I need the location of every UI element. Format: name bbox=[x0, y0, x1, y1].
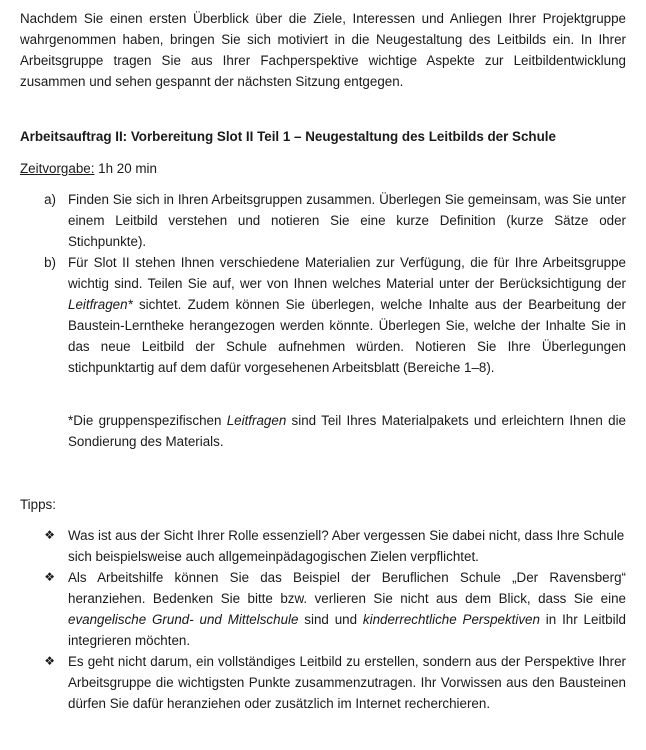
time-limit-label: Zeitvorgabe: bbox=[20, 161, 95, 176]
diamond-bullet-icon: ❖ bbox=[44, 528, 55, 542]
assignment-heading: Arbeitsauftrag II: Vorbereitung Slot II Teil 1 – Neugestaltung des Leitbilds der Schule bbox=[20, 129, 556, 144]
task-marker: b) bbox=[44, 255, 56, 270]
diamond-bullet-icon: ❖ bbox=[44, 654, 55, 668]
intro-paragraph: Nachdem Sie einen ersten Überblick über die Ziele, Interessen und Anliegen Ihrer Projektgruppe wahrgenommen haben, bringen Sie sich motiviert in die Neugestaltung des Leitbilds ein. In Ihrer Arbeitsgruppe tragen Sie aus Ihrer Fachperspektive wichtige Aspekte zur Leitbildentwicklung zusammen und sehen gespannt der nächsten Sitzung entgegen. bbox=[20, 11, 626, 89]
footnote-emphasis: Leitfragen bbox=[226, 413, 287, 428]
tip-text-part: sind und bbox=[298, 612, 363, 627]
task-item bbox=[20, 252, 626, 378]
footnote-part: sind Teil Ihres Materialpakets und erleichtern Ihnen die Sondierung des Materials. bbox=[68, 413, 627, 449]
task-list bbox=[20, 189, 626, 378]
tip-item bbox=[20, 567, 626, 651]
time-limit-value: 1h 20 min bbox=[94, 161, 157, 176]
task-text-part: Für Slot II stehen Ihnen verschiedene Materialien zur Verfügung, die für Ihre Arbeitsgruppe wichtig sind. Teilen Sie auf, wer von Ihnen welches Material unter der Berücksichtigung der bbox=[68, 255, 626, 291]
tip-item bbox=[20, 525, 626, 567]
task-text bbox=[68, 252, 626, 378]
tip-text-part: in Ihr Leitbild integrieren möchten. bbox=[68, 612, 626, 648]
task-text: Finden Sie sich in Ihren Arbeitsgruppen zusammen. Überlegen Sie gemeinsam, was Sie unter einem Leitbild verstehen und notieren Sie eine kurze Definition (kurze Sätze oder Stichpunkte). bbox=[68, 192, 626, 249]
tip-text-part: Als Arbeitshilfe können Sie das Beispiel der Beruflichen Schule „Der Ravensberg“ heranziehen. Bedenken Sie bitte bzw. verlieren Sie nicht aus dem Blick, dass Sie eine bbox=[68, 570, 626, 606]
tips-heading: Tipps: bbox=[20, 497, 56, 512]
task-text-part: sichtet. Zudem können Sie überlegen, welche Inhalte aus der Bearbeitung der Baustein-Lerntheke herangezogen werden könnte. Überlegen Sie, welche der Inhalte Sie in das neue Leitbild der Schule aufnehmen würden. Notieren Sie Ihre Überlegungen stichpunktartig auf dem dafür vorgesehenen Arbeitsblatt (Bereiche 1–8). bbox=[68, 297, 626, 375]
tip-text: Es geht nicht darum, ein vollständiges Leitbild zu erstellen, sondern aus der Perspektive Ihrer Arbeitsgruppe die wichtigsten Punkte zusammenzutragen. Ihr Vorwissen aus den Bausteinen dürfen Sie dafür heranziehen oder zusätzlich im Internet recherchieren. bbox=[68, 654, 626, 711]
tips-list bbox=[20, 525, 626, 714]
task-text-emphasis: Leitfragen* bbox=[68, 297, 133, 312]
task-marker: a) bbox=[44, 192, 56, 207]
tip-item bbox=[20, 651, 626, 714]
footnote-part: *Die gruppenspezifischen bbox=[68, 413, 227, 428]
diamond-bullet-icon: ❖ bbox=[44, 570, 55, 584]
task-item bbox=[20, 189, 626, 252]
tip-text bbox=[68, 567, 626, 651]
tip-text: Was ist aus der Sicht Ihrer Rolle essenziell? Aber vergessen Sie dabei nicht, dass Ihre Schule sich beispielsweise auch allgemeinpädagogischen Zielen verpflichtet. bbox=[68, 528, 625, 564]
tip-text-emphasis: kinderrechtliche Perspektiven bbox=[362, 612, 540, 627]
time-limit bbox=[20, 158, 626, 179]
tip-text-emphasis: evangelische Grund- und Mittelschule bbox=[68, 612, 299, 627]
footnote bbox=[68, 410, 626, 452]
